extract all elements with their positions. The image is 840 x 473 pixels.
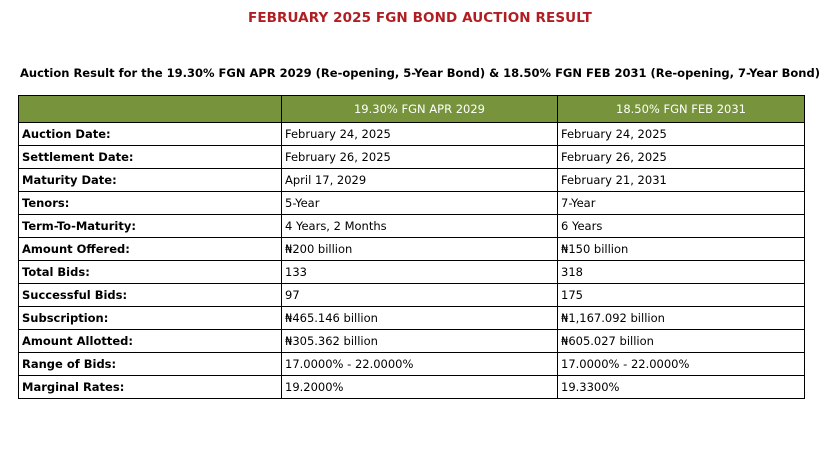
cell-bond-2029: 5-Year xyxy=(282,192,558,215)
row-label: Amount Offered: xyxy=(19,238,282,261)
table-header-row xyxy=(19,96,805,123)
cell-bond-2031: ₦1,167.092 billion xyxy=(558,307,805,330)
table-row xyxy=(19,169,805,192)
cell-bond-2031: 7-Year xyxy=(558,192,805,215)
cell-bond-2029: February 26, 2025 xyxy=(282,146,558,169)
cell-bond-2029: 17.0000% - 22.0000% xyxy=(282,353,558,376)
cell-bond-2029: ₦465.146 billion xyxy=(282,307,558,330)
table-row xyxy=(19,215,805,238)
row-label: Total Bids: xyxy=(19,261,282,284)
table-row xyxy=(19,238,805,261)
cell-bond-2029: February 24, 2025 xyxy=(282,123,558,146)
row-label: Subscription: xyxy=(19,307,282,330)
row-label: Maturity Date: xyxy=(19,169,282,192)
cell-bond-2029: ₦305.362 billion xyxy=(282,330,558,353)
page-title: FEBRUARY 2025 FGN BOND AUCTION RESULT xyxy=(248,10,592,26)
row-label: Range of Bids: xyxy=(19,353,282,376)
table-row xyxy=(19,330,805,353)
row-label: Successful Bids: xyxy=(19,284,282,307)
cell-bond-2031: 318 xyxy=(558,261,805,284)
row-label: Auction Date: xyxy=(19,123,282,146)
cell-bond-2031: 19.3300% xyxy=(558,376,805,399)
cell-bond-2029: 19.2000% xyxy=(282,376,558,399)
auction-results-table xyxy=(18,95,805,399)
cell-bond-2029: 97 xyxy=(282,284,558,307)
table-row xyxy=(19,261,805,284)
header-cell-bond-2031: 18.50% FGN FEB 2031 xyxy=(558,96,805,123)
cell-bond-2029: 4 Years, 2 Months xyxy=(282,215,558,238)
cell-bond-2031: ₦150 billion xyxy=(558,238,805,261)
table-row xyxy=(19,192,805,215)
table-row xyxy=(19,146,805,169)
header-cell-label xyxy=(19,96,282,123)
table-row xyxy=(19,353,805,376)
cell-bond-2031: February 26, 2025 xyxy=(558,146,805,169)
cell-bond-2031: 6 Years xyxy=(558,215,805,238)
row-label: Marginal Rates: xyxy=(19,376,282,399)
row-label: Term-To-Maturity: xyxy=(19,215,282,238)
cell-bond-2031: 17.0000% - 22.0000% xyxy=(558,353,805,376)
cell-bond-2029: April 17, 2029 xyxy=(282,169,558,192)
header-cell-bond-2029: 19.30% FGN APR 2029 xyxy=(282,96,558,123)
row-label: Amount Allotted: xyxy=(19,330,282,353)
cell-bond-2031: February 21, 2031 xyxy=(558,169,805,192)
cell-bond-2029: ₦200 billion xyxy=(282,238,558,261)
cell-bond-2031: 175 xyxy=(558,284,805,307)
table-row xyxy=(19,307,805,330)
table-row xyxy=(19,376,805,399)
table-row xyxy=(19,284,805,307)
table-row xyxy=(19,123,805,146)
page-subtitle: Auction Result for the 19.30% FGN APR 2029 (Re-opening, 5-Year Bond) & 18.50% FGN FEB 2031 (Re-opening, 7-Year Bond) xyxy=(20,66,820,80)
row-label: Tenors: xyxy=(19,192,282,215)
cell-bond-2031: ₦605.027 billion xyxy=(558,330,805,353)
cell-bond-2031: February 24, 2025 xyxy=(558,123,805,146)
row-label: Settlement Date: xyxy=(19,146,282,169)
cell-bond-2029: 133 xyxy=(282,261,558,284)
